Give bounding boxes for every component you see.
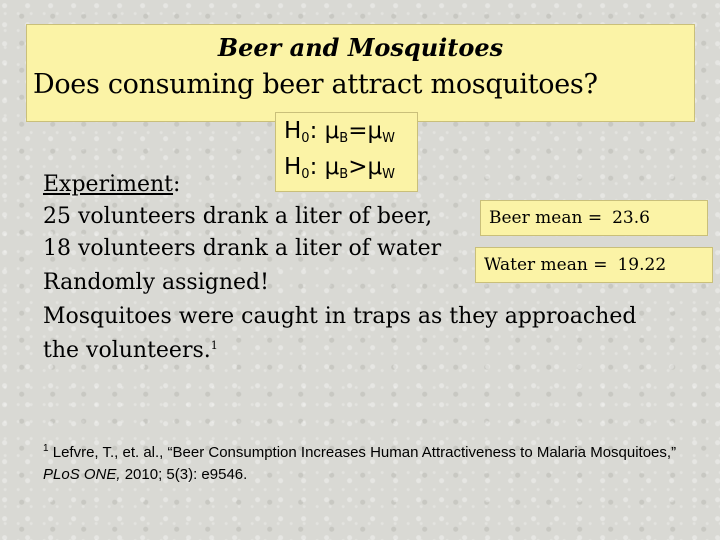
hypotheses-box <box>275 112 418 192</box>
body-line-randomly: Randomly assigned! <box>43 270 269 295</box>
beer-mean-box <box>480 200 708 236</box>
slide-subtitle: Does consuming beer attract mosquitoes? <box>33 69 598 100</box>
body-line-mosquitoes: Mosquitoes were caught in traps as they approached <box>43 304 637 329</box>
water-mean-box <box>475 247 713 283</box>
beer-mean-value: 23.6 <box>612 208 650 228</box>
body-line-water: 18 volunteers drank a liter of water <box>43 236 442 261</box>
alternative-hypothesis: $H_0$: $\mu_B>\mu_W$ <box>284 154 395 182</box>
title-box <box>26 24 695 122</box>
water-mean-label: Water mean = <box>484 255 608 275</box>
beer-mean-label: Beer mean = <box>489 208 603 228</box>
footnote-ref: 1 <box>210 339 218 352</box>
body-line-volunteers: the volunteers.$^1$ <box>43 338 218 363</box>
body-line-beer: 25 volunteers drank a liter of beer, <box>43 204 433 229</box>
footnote: $^1$ Lefvre, T., et. al., “Beer Consumption Increases Human Attractiveness to Malaria Mosquitoes,” PLoS ONE, 2010; 5(3): e9546. <box>43 443 677 483</box>
null-hypothesis: $H_0$: $\mu_B=\mu_W$ <box>284 118 395 146</box>
water-mean-value: 19.22 <box>617 255 667 275</box>
slide-title: Beer and Mosquitoes <box>217 33 504 62</box>
experiment-heading: Experiment: <box>43 172 181 197</box>
